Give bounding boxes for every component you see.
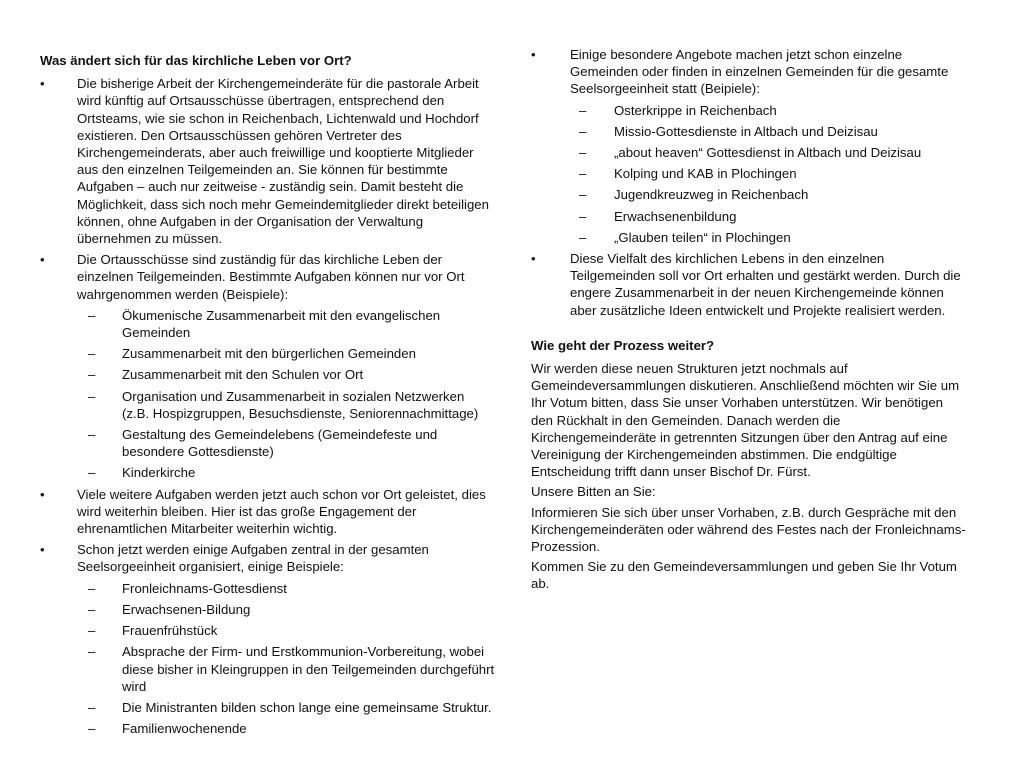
dash-text: Frauenfrühstück: [122, 623, 218, 639]
bullet-text: Schon jetzt werden einige Aufgaben zentral in der gesamten Seelsorgeeinheit organisiert, einige Beispiele:: [77, 542, 429, 575]
dash-text: Erwachsenen-Bildung: [122, 601, 251, 617]
body-paragraph: Wir werden diese neuen Strukturen jetzt nochmals auf Gemeindeversammlungen diskutieren. Anschließend möchten wir Sie um Ihr Votum bitten, dass Sie unser Vorhaben unterstützen. Wir benötigen den Rückhalt in den Gemeinden. Danach werden die Kirchengemeinderäte in getrennten Sitzungen über den Antrag auf eine Vereinigung der Kirchengemeinden abstimmen. Die endgültige Entscheidung trifft dann unser Bischof Dr. Fürst.: [531, 361, 960, 480]
dash-sublist: [40, 307, 495, 482]
bullet-item: [40, 541, 495, 575]
left-heading: Was ändert sich für das kirchliche Leben vor Ort?: [40, 53, 352, 68]
bullet-item: [531, 250, 967, 319]
bullet-item: [531, 46, 967, 98]
dash-mark: –: [88, 699, 96, 715]
body-paragraph: Kommen Sie zu den Gemeindeversammlungen und geben Sie Ihr Votum ab.: [531, 559, 957, 592]
dash-mark: –: [579, 102, 587, 118]
dash-text: Jugendkreuzweg in Reichenbach: [614, 187, 809, 203]
left-column: [40, 52, 495, 741]
body-paragraph: Informieren Sie sich über unser Vorhaben, z.B. durch Gespräche mit den Kirchengemeinderäten oder während des Festes nach der Fronleichnams-Prozession.: [531, 504, 966, 555]
dash-mark: –: [88, 367, 96, 383]
dash-mark: –: [88, 307, 96, 323]
bullet-text: Die bisherige Arbeit der Kirchengemeinderäte für die pastorale Arbeit wird künftig auf Ortsausschüsse übertragen, entsprechend den Ortsteams, wie sie schon in Reichenbach, Lichtenwald und Hochdorf existieren. Den Ortsausschüssen gehören Vertreter des Kirchengemeinderats, aber auch freiwillige und kooptierte Mitglieder aus den einzelnen Teilgemeinden an. Sie können für bestimmte Aufgaben – auch nur zeitweise - zuständig sein. Damit besteht die Möglichkeit, dass sich noch mehr Gemeindemitglieder direkt beteiligen können, ohne Aufgaben in der Organisation der Verwaltung übernehmen zu müssen.: [77, 76, 489, 247]
dash-item: [40, 580, 495, 597]
dash-text: Erwachsenenbildung: [614, 208, 737, 224]
dash-text: „about heaven“ Gottesdienst in Altbach und Deizisau: [614, 145, 922, 161]
dash-text: Organisation und Zusammenarbeit in sozialen Netzwerken (z.B. Hospizgruppen, Besuchsdienste, Seniorennachmittage): [122, 388, 479, 421]
dash-item: [40, 388, 495, 422]
dash-text: Familienwochenende: [122, 721, 247, 737]
dash-mark: –: [579, 208, 587, 224]
bullet-text: Viele weitere Aufgaben werden jetzt auch schon vor Ort geleistet, dies wird weiterhin bleiben. Hier ist das große Engagement der ehrenamtlichen Mitarbeiter weiterhin wichtig.: [77, 486, 486, 537]
dash-text: Zusammenarbeit mit den bürgerlichen Gemeinden: [122, 346, 416, 362]
dash-text: Die Ministranten bilden schon lange eine gemeinsame Struktur.: [122, 699, 492, 715]
dash-text: Osterkrippe in Reichenbach: [614, 102, 777, 118]
bullet-item: [40, 486, 495, 538]
bullet-item: [40, 251, 495, 303]
dash-mark: –: [579, 187, 587, 203]
dash-sublist: [531, 102, 967, 246]
dash-mark: –: [88, 721, 96, 737]
dash-text: Missio-Gottesdienste in Altbach und Deizisau: [614, 123, 878, 139]
dash-item: [40, 307, 495, 341]
dash-text: Kinderkirche: [122, 465, 196, 481]
dash-mark: –: [88, 427, 96, 443]
dash-mark: –: [579, 229, 587, 245]
dash-item: [40, 643, 495, 695]
section-spacer: [531, 323, 967, 337]
dash-item: [531, 144, 967, 161]
bullet-text: Diese Vielfalt des kirchlichen Lebens in den einzelnen Teilgemeinden soll vor Ort erhalten und gestärkt werden. Durch die engere Zusammenarbeit in der neuen Kirchengemeinde können aber zusätzliche Ideen entwickelt und Projekte realisiert werden.: [570, 251, 961, 318]
dash-mark: –: [88, 465, 96, 481]
dash-item: [531, 229, 967, 246]
dash-item: [40, 601, 495, 618]
bullet-mark: •: [40, 486, 45, 502]
right-paragraphs: [531, 360, 967, 593]
bullet-mark: •: [531, 47, 536, 62]
dash-mark: –: [579, 123, 587, 139]
bullet-text: Einige besondere Angebote machen jetzt schon einzelne Gemeinden oder finden in einzelnen Gemeinden für die gesamte Seelsorgeeinheit statt (Beipiele):: [570, 47, 949, 97]
dash-mark: –: [88, 388, 96, 404]
bullet-mark: •: [531, 251, 536, 267]
dash-text: Fronleichnams-Gottesdienst: [122, 580, 287, 596]
bullet-mark: •: [40, 252, 45, 268]
dash-item: [40, 426, 495, 460]
dash-sublist: [40, 580, 495, 738]
dash-text: Ökumenische Zusammenarbeit mit den evangelischen Gemeinden: [122, 307, 441, 341]
dash-text: Gestaltung des Gemeindelebens (Gemeindefeste und besondere Gottesdienste): [122, 427, 438, 460]
dash-mark: –: [88, 644, 96, 660]
dash-text: Absprache der Firm- und Erstkommunion-Vorbereitung, wobei diese bisher in Kleingruppen in den Teilgemeinden durchgeführt wird: [122, 644, 495, 694]
dash-item: [531, 208, 967, 225]
bullet-mark: •: [40, 542, 45, 558]
dash-mark: –: [88, 601, 96, 617]
bullet-mark: •: [40, 76, 45, 92]
dash-text: Kolping und KAB in Plochingen: [614, 166, 797, 182]
dash-mark: –: [88, 623, 96, 639]
dash-item: [40, 345, 495, 362]
body-paragraph: Unsere Bitten an Sie:: [531, 484, 656, 500]
dash-item: [531, 102, 967, 119]
dash-item: [40, 720, 495, 737]
bullet-item: [40, 75, 495, 247]
dash-item: [40, 622, 495, 639]
dash-text: „Glauben teilen“ in Plochingen: [614, 229, 791, 245]
right-column: [531, 46, 967, 596]
dash-mark: –: [579, 145, 587, 161]
dash-item: [40, 464, 495, 481]
dash-mark: –: [88, 346, 96, 362]
dash-item: [40, 699, 495, 716]
bullet-text: Die Ortausschüsse sind zuständig für das kirchliche Leben der einzelnen Teilgemeinden. Bestimmte Aufgaben können nur vor Ort wahrgenommen werden (Beispiele):: [77, 252, 465, 302]
dash-item: [531, 165, 967, 182]
dash-item: [531, 186, 967, 203]
dash-item: [531, 123, 967, 140]
dash-mark: –: [579, 166, 587, 182]
dash-text: Zusammenarbeit mit den Schulen vor Ort: [122, 367, 364, 383]
dash-item: [40, 366, 495, 383]
left-bullet-list: [40, 75, 495, 737]
dash-mark: –: [88, 580, 96, 596]
right-heading: Wie geht der Prozess weiter?: [531, 337, 715, 353]
right-bullet-list: [531, 46, 967, 319]
